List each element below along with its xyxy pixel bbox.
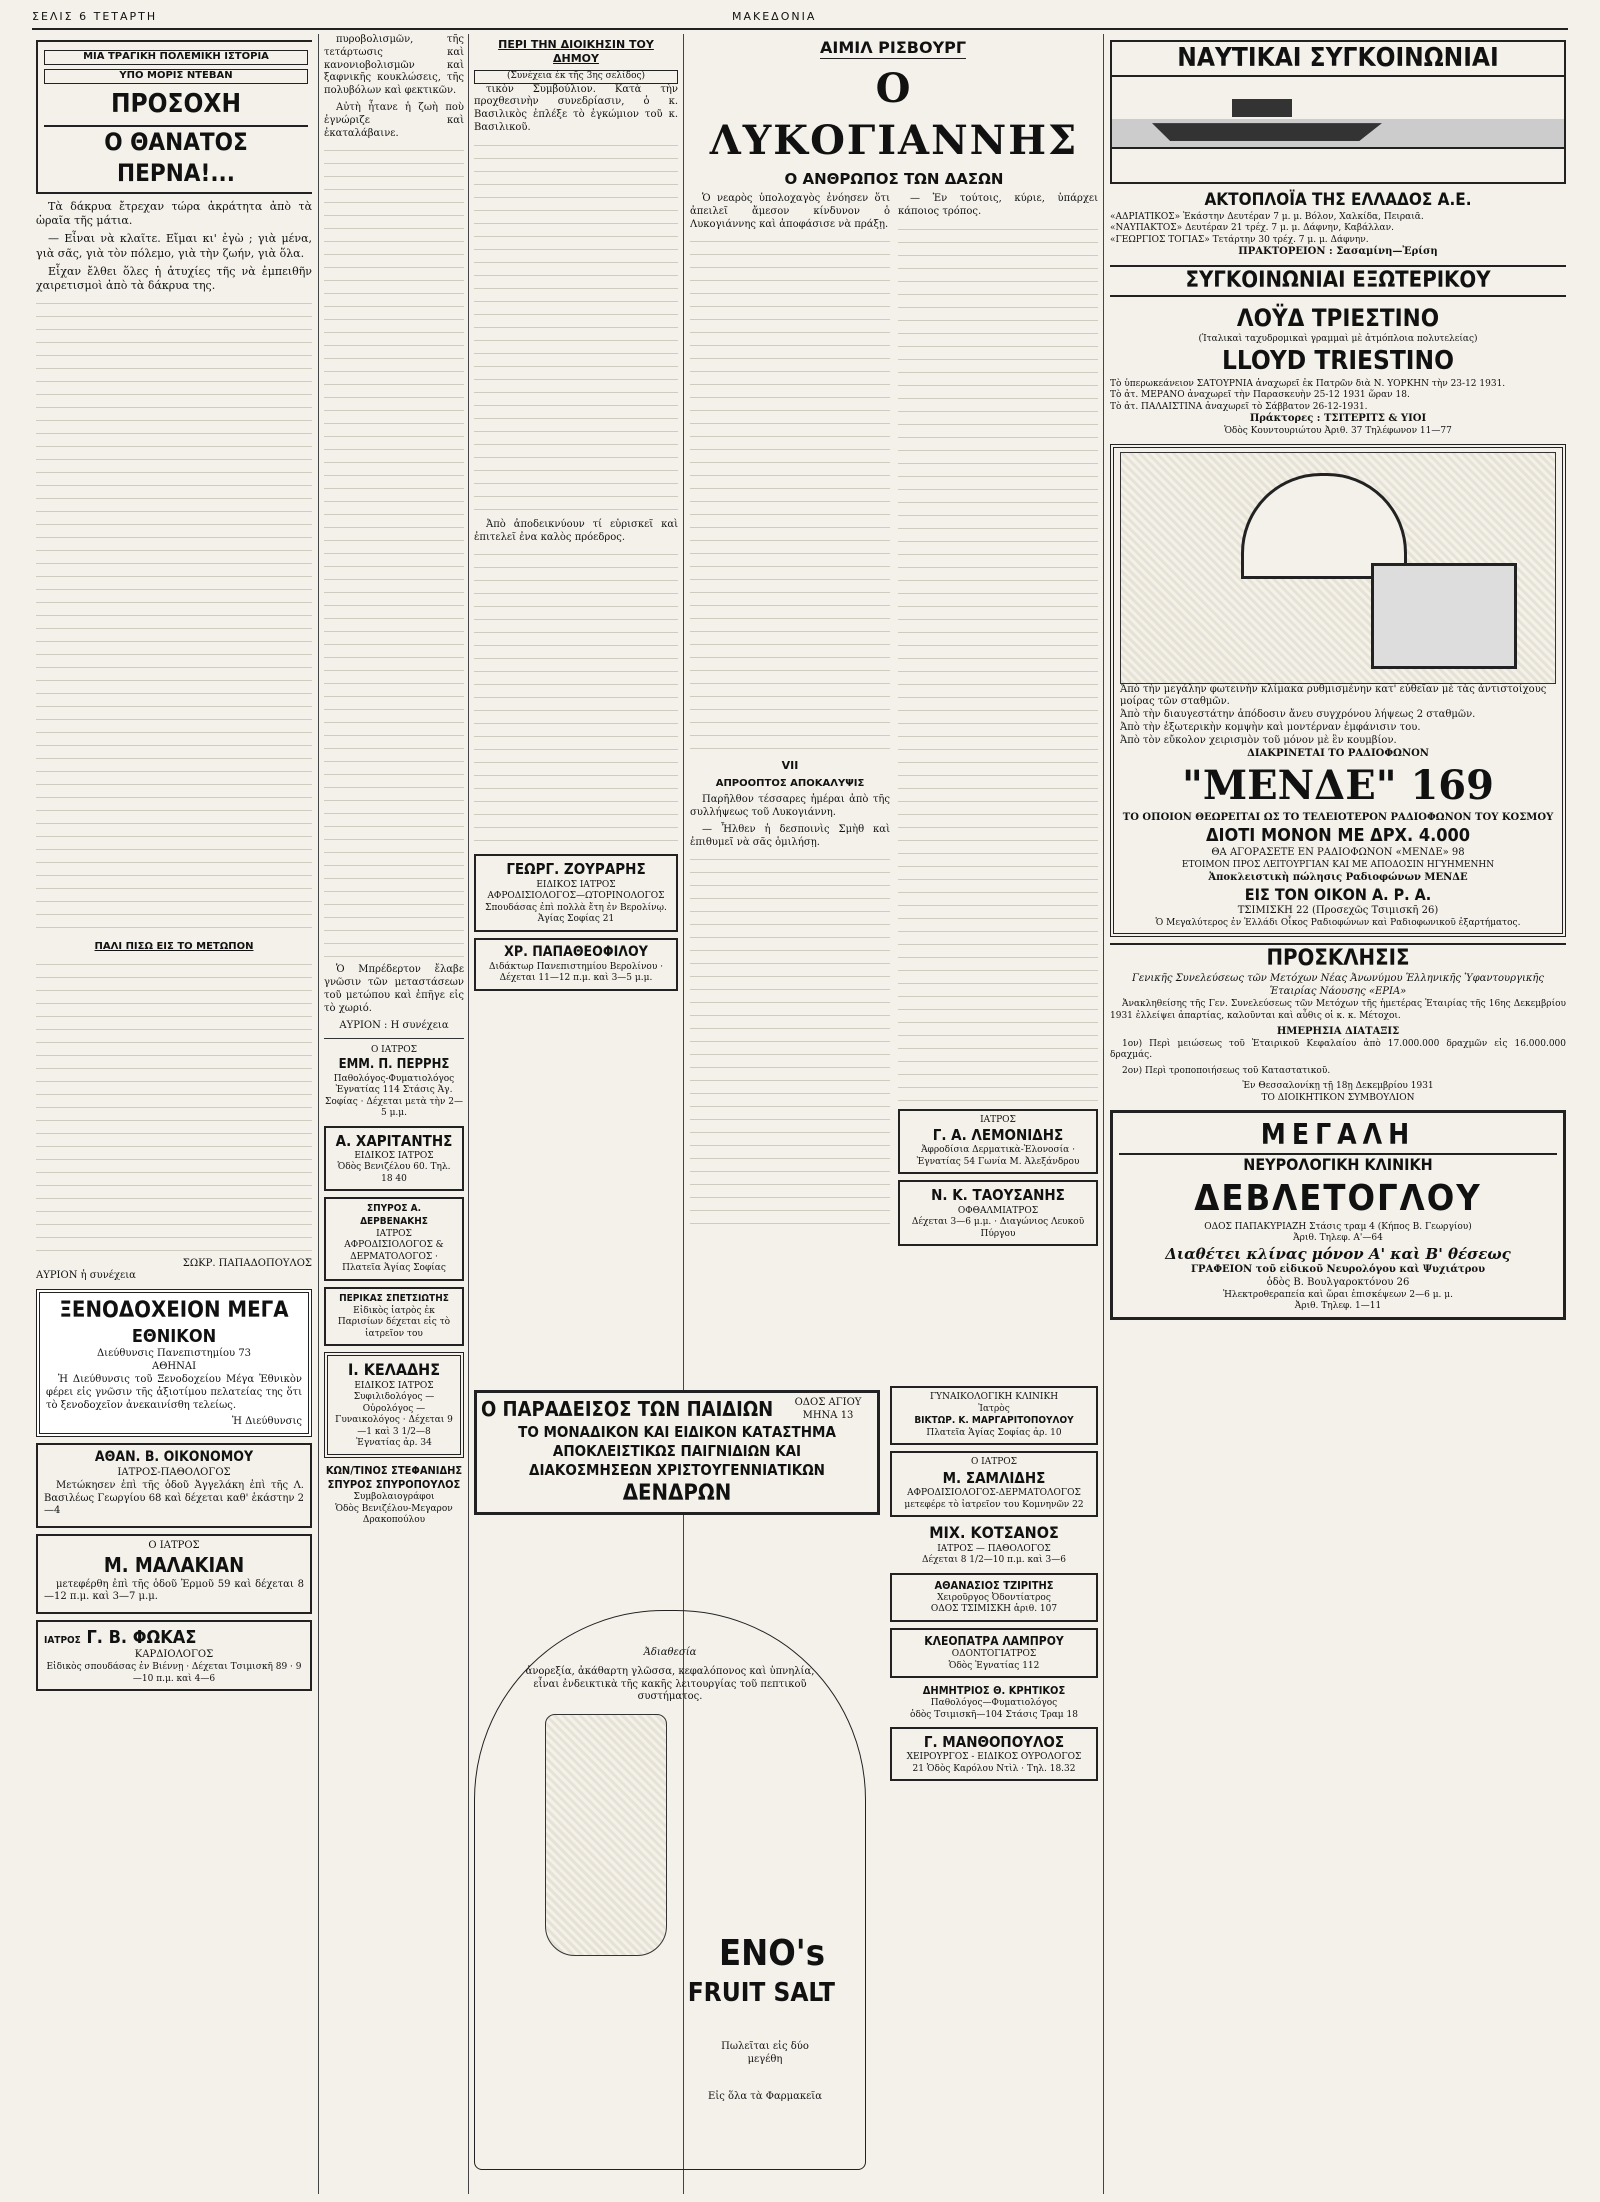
- ad-role: Παθολόγος—Φυματιολόγος: [930, 1698, 1058, 1709]
- mende-radio-ad: [1110, 444, 1566, 938]
- column-2: [324, 34, 464, 2194]
- notice-title: ΠΡΟΣΚΛΗΣΙΣ: [1110, 943, 1566, 973]
- doctor-ad: [36, 1534, 312, 1614]
- page-date: ΣΕΛΙΣ 6 ΤΕΤΑΡΤΗ: [32, 10, 158, 23]
- doctor-ad: [324, 1126, 464, 1192]
- doctor-ad: [36, 1443, 312, 1528]
- paragraph: Αὐτὴ ἦτανε ἡ ζωὴ ποὺ ἐγνώριζε καὶ ἐκαταλάβαινε.: [324, 101, 464, 139]
- ad-line: Ἀπὸ τὴν ἐξωτερικὴν κομψὴν καὶ μοντέρναν ἐμφάνισιν του.: [1120, 722, 1421, 733]
- doctor-ad: [890, 1523, 1098, 1567]
- ad-body: Δέχεται 8 1/2—10 π.μ. καὶ 3—6: [922, 1555, 1066, 1566]
- body-text-block: [898, 223, 1098, 1103]
- ad-prefix: Ο ΙΑΤΡΟΣ: [370, 1045, 418, 1056]
- ad-footnote: Πωλεῖται εἰς δύο μεγέθη: [721, 2041, 809, 2065]
- ad-body: μετεφέρθη ἐπὶ τῆς ὁδοῦ Ἐρμοῦ 59 καὶ δέχεται 8—12 π.μ. καὶ 3—7 μ.μ.: [44, 1578, 304, 1603]
- ad-name: Γ. ΜΑΝΘΟΠΟΥΛΟΣ: [923, 1733, 1065, 1752]
- brand-name: ENO's: [719, 1933, 825, 1974]
- toy-store-ad: [474, 1390, 880, 1515]
- ad-name: ΑΘΑΝΑΣΙΟΣ ΤΖΙΡΙΤΗΣ: [934, 1578, 1054, 1592]
- ad-line: ΕΤΟΙΜΟΝ ΠΡΟΣ ΛΕΙΤΟΥΡΓΙΑΝ ΚΑΙ ΜΕ ΑΠΟΔΟΣΙΝ ΗΓΥΗΜΕΝΗΝ: [1181, 860, 1495, 871]
- ad-body: Ὁδὸς Βενιζέλου 60. Τηλ. 18 40: [337, 1162, 451, 1184]
- ad-body: Εἰδικὸς ἰατρὸς ἐκ Παρισίων δέχεται εἰς τὸ ἰατρεῖον του: [337, 1305, 451, 1339]
- enos-fruit-salt-ad: [474, 1610, 866, 2170]
- company-desc: (Ἰταλικαὶ ταχυδρομικαὶ γραμμαὶ μὲ ἀτμόπλοια πολυτελείας): [1198, 333, 1478, 344]
- ad-role: ΚΑΡΔΙΟΛΟΓΟΣ: [134, 1649, 214, 1661]
- story-kicker: ΜΙΑ ΤΡΑΓΙΚΗ ΠΟΛΕΜΙΚΗ ΙΣΤΟΡΙΑ: [44, 50, 308, 65]
- ad-tag: Ἀδιαθεσία: [643, 1647, 697, 1658]
- ad-body: ΑΦΡΟΔΙΣΙΟΛΟΓΟΣ & ΔΕΡΜΑΤΟΛΟΓΟΣ · Πλατεῖα Ἁγίας Σοφίας: [342, 1240, 446, 1274]
- ad-name: Ι. ΚΕΛΑΔΗΣ: [347, 1360, 441, 1380]
- schedule-line: Τὸ ὑπερωκεάνειον ΣΑΤΟΥΡΝΙΑ ἀναχωρεῖ ἐκ Πατρῶν διὰ Ν. ΥΟΡΚΗΝ τὴν 23-12 1931.: [1110, 378, 1506, 389]
- ad-body: Δέχεται 3—6 μ.μ. · Διαγώνιος Λευκοῦ Πύργου: [911, 1217, 1085, 1239]
- bottle-illustration: [545, 1714, 667, 1956]
- section-heading: ΠΑΛΙ ΠΙΣΩ ΕΙΣ ΤΟ ΜΕΤΩΠΟΝ: [94, 940, 254, 952]
- ad-name: ΜΙΧ. ΚΟΤΣΑΝΟΣ: [929, 1523, 1059, 1543]
- company-name: ΑΚΤΟΠΛΟΪΑ ΤΗΣ ΕΛΛΑΔΟΣ Α.Ε.: [1204, 190, 1472, 210]
- notice-date: Ἐν Θεσσαλονίκῃ τῇ 18ῃ Δεκεμβρίου 1931: [1242, 1081, 1434, 1092]
- ad-line: ΤΟ ΜΟΝΑΔΙΚΟΝ ΚΑΙ ΕΙΔΙΚΟΝ ΚΑΤΑΣΤΗΜΑ: [518, 1422, 836, 1441]
- ad-beds: Διαθέτει κλίνας μόνον Α' καὶ Β' θέσεως: [1165, 1244, 1511, 1263]
- story-title: ΠΡΟΣΟΧΗ: [110, 88, 242, 119]
- body-text-block: [690, 235, 890, 755]
- ad-line: Ἀπὸ τὴν μεγάλην φωτεινὴν κλίμακα ρυθμισμένην κατ' εὐθεῖαν μὲ τὰς ἀντιστοίχους μοίρας τῶν σταθμῶν.: [1120, 683, 1547, 708]
- ad-address: ΟΔΟΣ ΑΓΙΟΥ ΜΗΝΑ 13: [794, 1397, 862, 1421]
- product-name: FRUIT SALT: [687, 1978, 835, 2008]
- doctor-ad: [474, 938, 678, 991]
- signature: ΣΩΚΡ. ΠΑΠΑΔΟΠΟΥΛΟΣ: [182, 1257, 312, 1269]
- ad-body: Ἀφροδίσια Δερματικὰ-Ἐλονοσία · Ἐγνατίας 54 Γωνία Μ. Ἀλεξάνδρου: [916, 1145, 1080, 1167]
- story-author: ΥΠΟ ΜΟΡΙΣ ΝΤΕΒΑΝ: [44, 69, 308, 84]
- schedule-line: «ΓΕΩΡΓΙΟΣ ΤΟΓΙΑΣ» Τετάρτην 30 τρέχ. 7 μ. μ. Δάφνην.: [1110, 234, 1369, 245]
- ad-address: Διεύθυνσις Πανεπιστημίου 73: [96, 1348, 252, 1360]
- chapter-number: VII: [781, 759, 799, 773]
- doctor-ad: [898, 1109, 1098, 1175]
- paragraph: τικὸν Συμβούλιον. Κατὰ τὴν προχθεσινὴν συνεδρίασιν, ὁ κ. Βασιλικὸς ἐπλέξε τὸ ἐγκώμιον τοῦ κ. Βασιλικοῦ.: [474, 83, 678, 134]
- column-4-ads: [890, 1380, 1098, 2170]
- ad-role: Παθολόγος-Φυματιολόγος: [333, 1073, 455, 1084]
- schedule-line: «ΝΑΥΠΑΚΤΟΣ» Δευτέραν 21 τρέχ. 7 μ. μ. Δάφνην, Καβάλλαν.: [1110, 223, 1394, 234]
- ad-line: ΔΙΑΚΟΣΜΗΣΕΩΝ ΧΡΙΣΤΟΥΓΕΝΝΙΑΤΙΚΩΝ: [529, 1460, 825, 1479]
- ad-body: Ἐγνατίας 114 Στάσις Ἁγ. Σοφίας · Δέχεται μετὰ τὴν 2—5 μ.μ.: [325, 1085, 463, 1119]
- ad-name: Μ. ΜΑΛΑΚΙΑΝ: [103, 1553, 245, 1578]
- ad-top: ΜΕΓΑΛΗ: [1119, 1117, 1557, 1155]
- ad-line: ΔΙΑΚΡΙΝΕΤΑΙ ΤΟ ΡΑΔΙΟΦΩΝΟΝ: [1247, 747, 1429, 759]
- ad-body: μετεφέρε τὸ ἰατρεῖον του Κομνηνῶν 22: [904, 1499, 1084, 1510]
- doctor-ad: [324, 1287, 464, 1346]
- ad-role: ΙΑΤΡΟΣ — ΠΑΘΟΛΟΓΟΣ: [937, 1543, 1051, 1554]
- body-text-block: [36, 297, 312, 937]
- ad-prefix: ΙΑΤΡΟΣ: [980, 1114, 1016, 1125]
- column-rule: [468, 34, 469, 2194]
- doctor-ad: [324, 1197, 464, 1281]
- ad-body: Ὁδὸς Ἐγνατίας 112: [948, 1660, 1040, 1671]
- column-4: [690, 34, 1098, 1374]
- notice-body: Ἀνακληθείσης τῆς Γεν. Συνελεύσεως τῶν Μετόχων τῆς ἡμετέρας Ἑταιρίας τῆς 16ης Δεκεμβρίου 1931 ἐλλείψει ἀπαρτίας, καλοῦνται καὶ αὖθις οἱ κ. κ. Μέτοχοι.: [1110, 999, 1566, 1021]
- ad-subname: ΕΘΝΙΚΟΝ: [131, 1326, 217, 1348]
- story-subtitle: Ο ΑΝΘΡΩΠΟΣ ΤΩΝ ΔΑΣΩΝ: [784, 169, 1004, 188]
- column-5: [1110, 34, 1566, 2194]
- to-be-continued: ΑΥΡΙΟΝ ἡ συνέχεια: [36, 1270, 136, 1282]
- ad-office: ΓΡΑΦΕΙΟΝ τοῦ εἰδικοῦ Νευρολόγου καὶ Ψυχιάτρου: [1190, 1264, 1486, 1276]
- chapter-title: ΑΠΡΟΟΠΤΟΣ ΑΠΟΚΑΛΥΨΙΣ: [715, 777, 865, 789]
- ad-name: Α. ΧΑΡΙΤΑΝΤΗΣ: [335, 1131, 453, 1150]
- notary-ad: [324, 1464, 464, 1527]
- doctor-ad: [890, 1684, 1098, 1721]
- body-text-block: [690, 853, 890, 1233]
- ad-role: ΟΦΘΑΛΜΙΑΤΡΟΣ: [957, 1205, 1039, 1216]
- ad-body: Σπουδάσας ἐπὶ πολλὰ ἔτη ἐν Βερολίνῳ. Ἁγίας Σοφίας 21: [485, 902, 667, 925]
- ad-phone: Ἀριθ. Τηλεφ. Α'—64: [1293, 1233, 1383, 1244]
- story-title: Ο ΛΥΚΟΓΙΑΝΝΗΣ: [709, 65, 1079, 164]
- ad-name: ΚΩΝ/ΤΙΝΟΣ ΣΤΕΦΑΝΙΔΗΣ: [325, 1463, 463, 1477]
- ad-prefix: Ο ΙΑΤΡΟΣ: [148, 1540, 200, 1552]
- ad-role: ΧΕΙΡΟΥΡΓΟΣ - ΕΙΔΙΚΟΣ ΟΥΡΟΛΟΓΟΣ: [906, 1752, 1082, 1763]
- paragraph: Παρῆλθον τέσσαρες ἡμέραι ἀπὸ τῆς συλλήψεως τοῦ Λυκογιάννη.: [690, 794, 890, 819]
- paragraph: — Ἐν τούτοις, κύριε, ὑπάρχει κάποιος τρόπος.: [898, 193, 1098, 217]
- ad-title: Ο ΠΑΡΑΔΕΙΣΟΣ ΤΩΝ ΠΑΙΔΙΩΝ: [481, 1397, 774, 1421]
- ad-role: ΙΑΤΡΟΣ-ΠΑΘΟΛΟΓΟΣ: [117, 1467, 231, 1479]
- paper-name: ΜΑΚΕΔΟΝΙΑ: [732, 10, 817, 23]
- ad-name: Γ. Α. ΛΕΜΟΝΙΔΗΣ: [932, 1126, 1064, 1145]
- paragraph: Ὁ Μπρέδερτον ἔλαβε γνῶσιν τῶν μεταστάσεων τοῦ μετώπου καὶ ἐπῆγε εἰς τὸ χωριό.: [324, 964, 464, 1014]
- body-text-block: [36, 958, 312, 1258]
- ad-body: Εἰδικὸς σπουδάσας ἐν Βιέννῃ · Δέχεται Τσιμισκῆ 89 · 9—10 π.μ. καὶ 4—6: [46, 1662, 302, 1684]
- ad-line: Ἀπὸ τὴν διαυγεστάτην ἀπόδοσιν ἄνευ συγχρόνου λήψεως 2 σταθμῶν.: [1120, 709, 1476, 721]
- ad-name: ΓΕΩΡΓ. ΖΟΥΡΑΡΗΣ: [506, 860, 646, 879]
- ad-phone-2: Ἀριθ. Τηλεφ. 1—11: [1294, 1301, 1382, 1312]
- ad-body: Διδάκτωρ Πανεπιστημίου Βερολίνου · Δέχεται 11—12 π.μ. καὶ 3—5 μ.μ.: [488, 961, 664, 984]
- shipping-header: [1110, 40, 1566, 184]
- ad-body: Μετώκησεν ἐπὶ τῆς ὁδοῦ Ἀγγελάκη ἐπὶ τῆς Λ. Βασιλέως Γεωργίου 68 καὶ δέχεται καθ' ἑκάστην 2—4: [44, 1479, 304, 1517]
- company-name-greek: ΛΟΫΔ ΤΡΙΕΣΤΙΝΟ: [1236, 304, 1440, 333]
- doctor-ad: [898, 1180, 1098, 1246]
- clinic-ad: [890, 1386, 1098, 1445]
- body-text-block: [324, 144, 464, 964]
- ad-name: ΕΜΜ. Π. ΠΕΡΡΗΣ: [338, 1056, 450, 1072]
- paragraph: πυροβολισμῶν, τῆς τετάρτωσις καὶ κανονιοβολισμῶν καὶ ξαφνικῆς κουκλώσεις, τῆς πολυβόλων καὶ φεκτικῶν.: [324, 34, 464, 97]
- notice-subtitle: Γενικῆς Συνελεύσεως τῶν Μετόχων Νέας Ἀνωνύμου Ἑλληνικῆς Ὑφαντουργικῆς Ἑταιρίας Νάουσης «ΕΡΙΑ»: [1131, 973, 1545, 998]
- ad-name: ΑΘΑΝ. Β. ΟΙΚΟΝΟΜΟΥ: [94, 1449, 254, 1466]
- ad-body: Ὁδὸς Βενιζέλου-Μεγαρον Δρακοπούλου: [335, 1503, 453, 1526]
- ad-line: ΑΠΟΚΛΕΙΣΤΙΚΩΣ ΠΑΙΓΝΙΔΙΩΝ ΚΑΙ: [552, 1441, 802, 1460]
- paragraph: — Εἶναι νὰ κλαῖτε. Εἴμαι κι' ἐγὼ ; γιὰ μένα, γιὰ σᾶς, γιὰ τὸν πόλεμο, γιὰ τὴν ζωήν, γιὰ ὅλα.: [36, 232, 312, 260]
- column-1: [36, 34, 312, 2194]
- ad-name: ΞΕΝΟΔΟΧΕΙΟΝ ΜΕΓΑ: [59, 1298, 289, 1324]
- ad-name-text: Γ. Β. ΦΩΚΑΣ: [86, 1627, 197, 1649]
- ad-name: ΠΕΡΙΚΑΣ ΣΠΕΤΣΙΩΤΗΣ: [339, 1292, 449, 1304]
- ad-role: ΕΙΔΙΚΟΣ ΙΑΤΡΟΣ: [536, 879, 616, 890]
- ad-body: 21 Ὁδὸς Καρόλου Ντὶλ · Τηλ. 18.32: [912, 1763, 1076, 1774]
- ad-office-address: ὁδὸς Β. Βουλγαροκτόνου 26: [1266, 1276, 1410, 1288]
- agenda-item: 1ον) Περὶ μειώσεως τοῦ Ἑταιρικοῦ Κεφαλαίου ἀπὸ 17.000.000 δραχμῶν εἰς 16.000.000 δραχμάς.: [1110, 1038, 1566, 1061]
- ad-role: ΕΙΔΙΚΟΣ ΙΑΤΡΟΣ: [354, 1380, 434, 1391]
- ad-prefix: ΙΑΤΡΟΣ: [44, 1635, 81, 1647]
- doctor-ad: [890, 1451, 1098, 1517]
- agency-address: Ὁδὸς Κουντουριώτου Ἀριθ. 37 Τηλέφωνον 11—77: [1224, 426, 1452, 437]
- ad-line: Ἀποκλειστικὴ πώλησις Ραδιοφώνων ΜΕΝΔΕ: [1208, 871, 1468, 883]
- ad-line: ΔΕΝΔΡΩΝ: [622, 1481, 732, 1507]
- ship-illustration: [1112, 77, 1564, 149]
- hotel-ad: [36, 1289, 312, 1437]
- paragraph: Ἀπὸ ἀποδεικνύουν τί εὑρισκεῖ καὶ ἐπιτελεῖ ἐνα καλὸς πρόεδρος.: [474, 518, 678, 543]
- paragraph: Τὰ δάκρυα ἔτρεχαν τώρα ἀκράτητα ἀπὸ τὰ ὡραῖα τῆς μάτια.: [36, 200, 312, 228]
- schedule-line: Τὸ ἀτ. ΜΕΡΑΝΟ ἀναχωρεῖ τὴν Παρασκευὴν 25-12 1931 ὥραν 18.: [1110, 390, 1410, 401]
- ad-line: ΤΟ ΟΠΟΙΟΝ ΘΕΩΡΕΙΤΑΙ ΩΣ ΤΟ ΤΕΛΕΙΟΤΕΡΟΝ ΡΑΔΙΟΦΩΝΟΝ ΤΟΥ ΚΟΣΜΟΥ: [1122, 811, 1554, 823]
- ad-kicker: ΓΥΝΑΙΚΟΛΟΓΙΚΗ ΚΛΙΝΙΚΗ: [929, 1392, 1059, 1402]
- doctor-ad: [324, 1352, 464, 1458]
- story-author: ΑΙΜΙΛ ΡΙΣΒΟΥΡΓ: [820, 38, 966, 59]
- ad-name-2: ΣΠΥΡΟΣ ΣΠΥΡΟΠΟΥΛΟΣ: [327, 1477, 461, 1491]
- body-text-block: [474, 548, 678, 848]
- radio-set-icon: [1371, 563, 1517, 669]
- ad-role: Χειροῦργος Ὀδοντίατρος: [937, 1592, 1051, 1603]
- ad-name: ΒΙΚΤΩΡ. Κ. ΜΑΡΓΑΡΙΤΟΠΟΥΛΟΥ: [914, 1415, 1074, 1427]
- ad-address: ΟΔΟΣ ΠΑΠΑΚΥΡΙΑΖΗ Στάσις τραμ 4 (Κήπος Β. Γεωργίου): [1204, 1221, 1472, 1232]
- ad-name: [44, 1626, 304, 1649]
- doctor-ad: [474, 854, 678, 931]
- ad-address: Ἐγνατίας ἀρ. 34: [356, 1438, 432, 1449]
- continuation-note: (Συνέχεια ἐκ τῆς 3ης σελίδος): [474, 70, 678, 84]
- ad-line: Ὁ Μεγαλύτερος ἐν Ἑλλάδι Οἶκος Ραδιοφώνων καὶ Ραδιοφωνικοῦ ἐξαρτήματος.: [1155, 917, 1521, 928]
- agency: ΠΡΑΚΤΟΡΕΙΟΝ : Σασαμίνη—Ἐρίση: [1238, 246, 1438, 258]
- ad-line: ΤΣΙΜΙΣΚΗ 22 (Προσεχῶς Τσιμισκῆ 26): [1237, 904, 1439, 916]
- ad-name: ΔΗΜΗΤΡΙΟΣ Θ. ΚΡΗΤΙΚΟΣ: [922, 1684, 1066, 1698]
- agenda-heading: ΗΜΕΡΗΣΙΑ ΔΙΑΤΑΞΙΣ: [1276, 1026, 1400, 1038]
- ad-role: ΕΙΔΙΚΟΣ ΙΑΤΡΟΣ: [354, 1150, 434, 1161]
- radio-illustration: [1120, 452, 1556, 684]
- column-rule: [1103, 34, 1104, 2194]
- radio-model: "ΜΕΝΔΕ" 169: [1182, 762, 1494, 810]
- neurology-clinic-ad: [1110, 1110, 1566, 1319]
- schedule-line: «ΑΔΡΙΑΤΙΚΟΣ» Ἐκάστην Δευτέραν 7 μ. μ. Βόλον, Χαλκίδα, Πειραιᾶ.: [1110, 211, 1424, 222]
- ad-role: ΑΦΡΟΔΙΣΙΟΛΟΓΟΣ-ΔΕΡΜΑΤΟΛΟΓΟΣ: [907, 1488, 1081, 1499]
- ad-footnote: Εἰς ὅλα τὰ Φαρμακεῖα: [708, 2091, 822, 2102]
- ad-line: ΕΙΣ ΤΟΝ ΟΙΚΟΝ Α. Ρ. Α.: [1244, 884, 1432, 904]
- ad-subtitle: ΝΕΥΡΟΛΟΓΙΚΗ ΚΛΙΝΙΚΗ: [1243, 1155, 1433, 1175]
- to-be-continued: ΑΥΡΙΟΝ : Η συνέχεια: [339, 1019, 449, 1031]
- doctor-ad: [890, 1727, 1098, 1781]
- ad-body: ὁδὸς Τσιμισκῆ—104 Στάσις Τραμ 18: [910, 1709, 1078, 1720]
- ad-name: ΔΕΒΛΕΤΟΓΛΟΥ: [1194, 1177, 1482, 1219]
- story-subtitle: Ο ΘΑΝΑΤΟΣ ΠΕΡΝΑ!...: [44, 125, 308, 188]
- ad-line: ΘΑ ΑΓΟΡΑΣΕΤΕ ΕΝ ΡΑΔΙΟΦΩΝΟΝ «ΜΕΝΔΕ» 98: [1211, 847, 1465, 859]
- ad-body: ΟΔΟΣ ΤΣΙΜΙΣΚΗ ἀριθ. 107: [930, 1604, 1058, 1615]
- agenda-item: 2ον) Περὶ τροποποιήσεως τοῦ Καταστατικοῦ.: [1122, 1065, 1331, 1076]
- paragraph: — Ἦλθεν ἡ δεσποινὶς Σμὴθ καὶ ἐπιθυμεῖ νὰ σᾶς ὁμιλήσῃ.: [690, 823, 890, 848]
- story-header-box: [36, 40, 312, 194]
- ad-name: ΣΠΥΡΟΣ Α. ΔΕΡΒΕΝΑΚΗΣ: [360, 1203, 428, 1228]
- doctor-ad: [36, 1620, 312, 1691]
- dentist-ad: [890, 1628, 1098, 1678]
- ad-role: ΙΑΤΡΟΣ: [376, 1228, 412, 1239]
- ad-name: Ν. Κ. ΤΑΟΥΣΑΝΗΣ: [931, 1186, 1065, 1205]
- ad-name: Μ. ΣΑΜΛΙΔΗΣ: [942, 1468, 1046, 1487]
- ad-name: ΧΡ. ΠΑΠΑΘΕΟΦΙΛΟΥ: [504, 943, 648, 960]
- schedule-line: Τὸ ἀτ. ΠΑΛΑΙΣΤΙΝΑ ἀναχωρεῖ τὸ Σάββατον 26-12-1931.: [1110, 401, 1368, 412]
- story-kicker: ΠΕΡΙ ΤΗΝ ΔΙΟΙΚΗΣΙΝ ΤΟΥ ΔΗΜΟΥ: [498, 38, 654, 66]
- ad-body: Πλατεῖα Ἁγίας Σοφίας ἀρ. 10: [926, 1427, 1062, 1438]
- paragraph: Εἶχαν ἔλθει ὅλες ἡ ἀτυχίες τῆς νὰ ἐμπειθῆν χαιρετισμοὶ ἀπὸ τὰ δάκρυα της.: [36, 264, 312, 292]
- body-text-block: [474, 139, 678, 519]
- ad-body: Ἡ Διεύθυνσις τοῦ Ξενοδοχείου Μέγα Ἐθνικὸν φέρει εἰς γνῶσιν τῆς ἀξιοτίμου πελατείας της ὅτι τὸ ξενοδοχεῖον ἀνεκαινίσθη τελείως.: [46, 1373, 302, 1411]
- ad-hours: Ἡλεκτροθεραπεία καὶ ὥραι ἐπισκέψεων 2—6 μ. μ.: [1223, 1289, 1453, 1300]
- ad-body: ἀνορεξία, ἀκάθαρτη γλῶσσα, κεφαλόπονος καὶ ὑπνηλία, εἶναι ἐνδεικτικὰ τῆς κακῆς λειτουργίας τοῦ πεπτικοῦ συστήματος.: [525, 1665, 815, 1703]
- ad-prefix: Ο ΙΑΤΡΟΣ: [970, 1457, 1018, 1468]
- agency: Πράκτορες : ΤΣΙΤΕΡΙΤΣ & ΥΙΟΙ: [1249, 413, 1427, 425]
- ad-city: ΑΘΗΝΑΙ: [151, 1361, 197, 1373]
- masthead-bar: [32, 6, 1568, 30]
- price: ΔΙΟΤΙ ΜΟΝΟΝ ΜΕ ΔΡΧ. 4.000: [1205, 825, 1471, 847]
- ad-line: Ἀπὸ τὸν εὔκολον χειρισμὸν τοῦ μόνον μὲ ἓν κουμβίον.: [1120, 734, 1397, 746]
- notice-signature: ΤΟ ΔΙΟΙΚΗΤΙΚΟΝ ΣΥΜΒΟΥΛΙΟΝ: [1261, 1092, 1415, 1103]
- ad-body: Συφιλιδολόγος — Οὐρολόγος — Γυναικολόγος · Δέχεται 9—1 καὶ 3 1/2—8: [335, 1392, 453, 1437]
- section-title: ΝΑΥΤΙΚΑΙ ΣΥΓΚΟΙΝΩΝΙΑΙ: [1112, 42, 1564, 77]
- dentist-ad: [890, 1573, 1098, 1622]
- ad-prefix: Ἰατρὸς: [978, 1403, 1010, 1414]
- ad-role: ΟΔΟΝΤΟΓΙΑΤΡΟΣ: [951, 1649, 1037, 1660]
- ad-signature: Ἡ Διεύθυνσις: [231, 1416, 302, 1428]
- paragraph: Ὁ νεαρὸς ὑπολοχαγὸς ἐνόησεν ὅτι ἀπειλεῖ ἄμεσον κίνδυνον ὁ Λυκογιάννης καὶ ἀποφάσισε νὰ πράξῃ.: [690, 193, 890, 230]
- ad-subrole: ΑΦΡΟΔΙΣΙΟΛΟΓΟΣ—ΩΤΟΡΙΝΟΛΟΓΟΣ: [487, 891, 665, 902]
- column-rule: [318, 34, 319, 2194]
- ad-name: ΚΛΕΟΠΑΤΡΑ ΛΑΜΠΡΟΥ: [924, 1633, 1064, 1648]
- company-name-latin: LLOYD TRIESTINO: [1222, 346, 1454, 377]
- ad-role: Συμβολαιογράφοι: [353, 1492, 435, 1503]
- section-title: ΣΥΓΚΟΙΝΩΝΙΑΙ ΕΞΩΤΕΡΙΚΟΥ: [1110, 265, 1566, 297]
